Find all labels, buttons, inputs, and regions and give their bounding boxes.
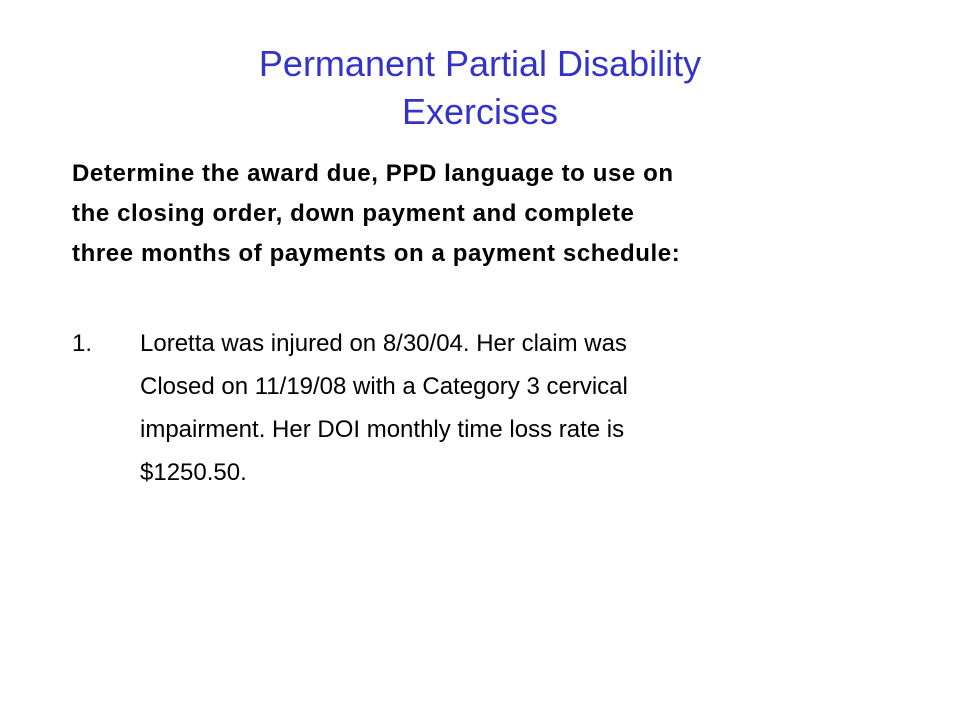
instructions-line-3: three months of payments on a payment schedule: [72,240,681,267]
instructions-line-1: Determine the award due, PPD language to use on [72,160,674,187]
exercise-line-1: Loretta was injured on 8/30/04. Her claim was [140,330,627,357]
exercise-number: 1. [72,330,93,357]
exercise-line-3: impairment. Her DOI monthly time loss rate is [140,416,625,443]
instructions-line-2: the closing order, down payment and complete [72,200,635,227]
exercise-text [140,322,900,494]
slide-title [0,40,960,136]
instructions-paragraph [72,154,912,274]
slide-title-line-2: Exercises [401,91,559,132]
slide-title-line-1: Permanent Partial Disability [258,43,702,84]
exercise-line-2: Closed on 11/19/08 with a Category 3 cervical [140,373,628,400]
exercise-line-4: $1250.50. [140,459,247,486]
